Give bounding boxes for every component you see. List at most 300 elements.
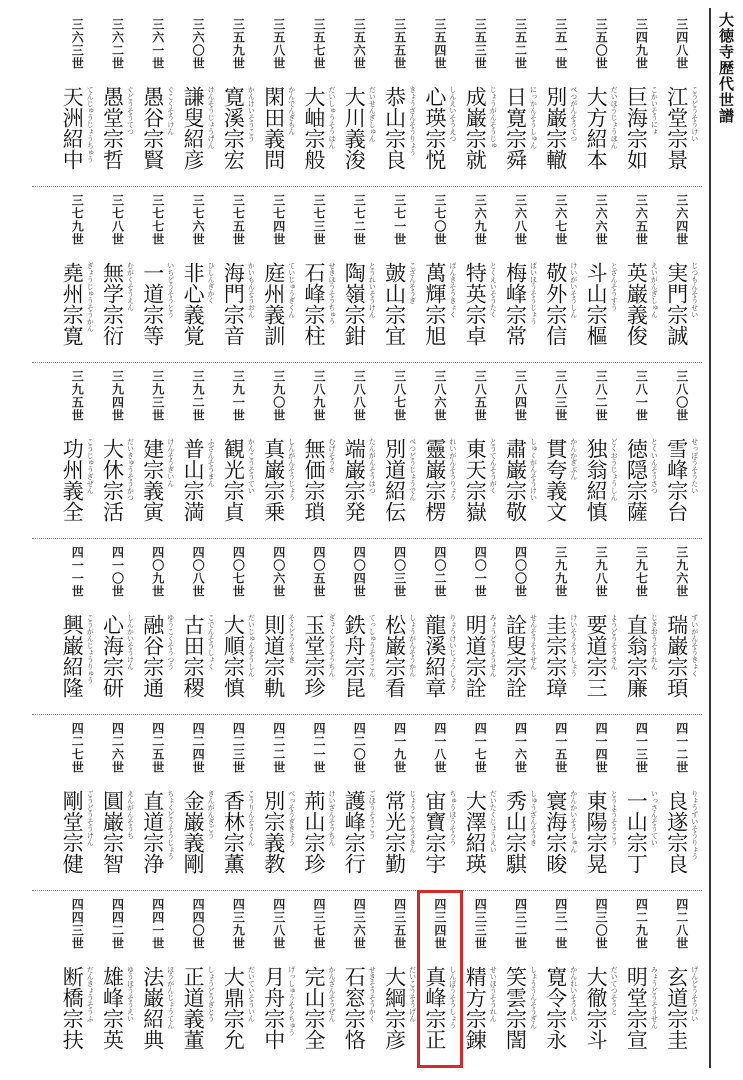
monk-name: 別道紹伝 (382, 438, 407, 522)
name-reading: しんぽうそうしょう (448, 966, 457, 1029)
monk-name: 庭州義訓 (261, 262, 286, 346)
monk-name: 閑田義問 (261, 86, 286, 170)
name-reading: ほうがんじょうてん (166, 966, 175, 1029)
lineage-entry (178, 716, 218, 892)
lineage-entry (299, 716, 339, 892)
monk-name: 常光宗勤 (382, 790, 407, 874)
generation-number: 四〇五世 (312, 546, 326, 598)
lineage-entry (138, 716, 178, 892)
lineage-entry (339, 540, 379, 716)
lineage-entry (57, 12, 97, 188)
monk-name: 直道宗浄 (140, 790, 165, 874)
lineage-entry (501, 364, 541, 540)
name-reading: だいきゅうそうかつ (126, 438, 135, 501)
name-reading: こかいそうにょ (650, 86, 659, 135)
generation-number: 三七一世 (392, 194, 407, 246)
name-reading: ぐこくそうけん (166, 86, 175, 135)
lineage-entry (662, 892, 702, 1068)
lineage-entry (460, 188, 500, 364)
generation-number: 四二四世 (191, 722, 206, 774)
monk-name: 梅峰宗常 (503, 262, 528, 346)
monk-name: 大岫宗般 (302, 86, 326, 170)
monk-name: 別宗義教 (261, 790, 286, 874)
monk-name: 特英宗卓 (463, 262, 488, 346)
generation-number: 四二三世 (231, 722, 246, 774)
lineage-entry (138, 188, 178, 364)
generation-number: 四三一世 (553, 898, 568, 950)
lineage-entry (380, 892, 420, 1068)
monk-name: 心海宗研 (100, 614, 125, 698)
name-reading: にっかんそうしゅん (529, 86, 538, 149)
generation-number: 三八七世 (392, 370, 407, 422)
monk-name: 巨海宗如 (624, 86, 649, 170)
generation-number: 三四九世 (634, 18, 649, 70)
name-reading: ずいがんそうきょく (690, 614, 699, 677)
generation-number: 三七四世 (271, 194, 286, 246)
title-bar (703, 0, 743, 1080)
lineage-entry (138, 540, 178, 716)
name-reading: れいがんそうりょう (448, 438, 457, 501)
lineage-entry (541, 716, 581, 892)
monk-name: 龍溪紹章 (422, 614, 447, 698)
generation-number: 三五五世 (392, 18, 407, 70)
name-reading: ばいほうそうじょう (529, 262, 538, 325)
name-reading: げんどうそうけい (690, 966, 699, 1022)
generation-number: 四二一世 (312, 722, 326, 774)
lineage-entry (621, 12, 661, 188)
generation-number: 四一三世 (634, 722, 649, 774)
row-separator (32, 714, 702, 715)
lineage-entry (541, 540, 581, 716)
lineage-entry (259, 540, 299, 716)
generation-number: 三五一世 (553, 18, 568, 70)
name-reading: だいこうそうげん (408, 966, 417, 1022)
name-reading: きょうざんそうりょう (408, 86, 417, 156)
monk-name: 精方宗錬 (463, 966, 488, 1050)
name-reading: えいがんぎしゅん (650, 262, 659, 318)
generation-number: 三八三世 (553, 370, 568, 422)
lineage-entry (662, 540, 702, 716)
name-reading: しんかいそうけん (126, 614, 135, 670)
generation-number: 四四二世 (110, 898, 125, 950)
generation-number: 三九三世 (150, 370, 165, 422)
monk-name: 普山宗満 (181, 438, 206, 522)
monk-name: 玄道宗圭 (664, 966, 689, 1050)
name-reading: だんきょうそうふ (86, 966, 95, 1022)
generation-number: 四〇九世 (150, 546, 165, 598)
name-reading: りょうずいそうりょう (690, 790, 699, 860)
generation-number: 四三四世 (432, 898, 447, 950)
lineage-entry (460, 12, 500, 188)
row-separator (32, 890, 702, 891)
lineage-entry (460, 540, 500, 716)
generation-number: 四三七世 (312, 898, 326, 950)
lineage-entry (218, 364, 258, 540)
generation-number: 三七二世 (352, 194, 367, 246)
generation-number: 三九四世 (110, 370, 125, 422)
generation-number: 三六一世 (150, 18, 165, 70)
name-reading: けんそうじょうげん (207, 86, 216, 149)
lineage-entry (581, 892, 621, 1068)
generation-number: 三五四世 (432, 18, 447, 70)
name-reading: せんそうそうせん (529, 614, 538, 670)
name-reading: ていじゅうぎくん (287, 262, 296, 318)
generation-number: 四二八世 (674, 898, 689, 950)
lineage-entry (98, 364, 138, 540)
generation-number: 三七九世 (70, 194, 85, 246)
lineage-entry (339, 12, 379, 188)
monk-name: 非心義覚 (181, 262, 206, 346)
name-reading: とうようそうこう (610, 790, 619, 846)
lineage-row (32, 716, 702, 892)
monk-name: 靈巌宗楞 (422, 438, 447, 522)
name-reading: だいじゅんそうしん (247, 614, 256, 677)
monk-name: 寰海宗晙 (543, 790, 568, 874)
monk-name: 別巌宗轍 (543, 86, 568, 170)
monk-name: 功州義全 (60, 438, 85, 522)
monk-name: 独翁紹慎 (584, 438, 609, 522)
generation-number: 三四八世 (674, 18, 689, 70)
monk-name: 徳隠宗薩 (624, 438, 649, 522)
monk-name: 愚谷宗賢 (140, 86, 165, 170)
generation-number: 四四三世 (70, 898, 85, 950)
generation-number: 四三〇世 (594, 898, 609, 950)
generation-number: 三九六世 (674, 546, 689, 598)
name-reading: しゅうざんそうき (529, 790, 538, 846)
name-reading: そくどうそうき (287, 614, 296, 663)
name-reading: べっそうぎきょう (287, 790, 296, 846)
name-reading: いっさんそうてい (650, 790, 659, 846)
lineage-entry (218, 540, 258, 716)
generation-number: 四三二世 (513, 898, 528, 950)
name-reading: ぐどうそうてつ (126, 86, 135, 135)
monk-name: 月舟宗中 (261, 966, 286, 1050)
name-reading: てっしゅうそうこん (368, 614, 377, 677)
name-reading: けんそうぎいん (166, 438, 175, 487)
name-reading: たんがんそうはつ (368, 438, 377, 494)
name-reading: とくいんそうさつ (650, 438, 659, 494)
lineage-row (32, 364, 702, 540)
lineage-entry (581, 188, 621, 364)
generation-number: 三七〇世 (432, 194, 447, 246)
name-reading: けいそうそうしょう (569, 614, 578, 677)
generation-number: 三八四世 (513, 370, 528, 422)
lineage-entry (541, 364, 581, 540)
generation-number: 三九九世 (553, 546, 568, 598)
lineage-entry (420, 12, 460, 188)
name-reading: かんかぎぶん (569, 438, 578, 480)
name-reading: せっぽうそうたい (690, 438, 699, 494)
generation-number: 三八六世 (432, 370, 447, 422)
monk-name: 端巌宗発 (342, 438, 367, 522)
generation-number: 三七五世 (231, 194, 246, 246)
lineage-entry (541, 188, 581, 364)
generation-number: 三九七世 (634, 546, 649, 598)
lineage-entry (621, 364, 661, 540)
lineage-entry (460, 892, 500, 1068)
monk-name: 建宗義寅 (140, 438, 165, 522)
name-reading: ぎょくどうそうちん (328, 614, 336, 677)
monk-name: 圭宗宗璋 (543, 614, 568, 698)
lineage-entry (581, 12, 621, 188)
lineage-row (32, 540, 702, 716)
monk-name: 皷山宗宜 (382, 262, 407, 346)
monk-name: 寛令宗永 (543, 966, 568, 1050)
monk-name: 直翁宗廉 (624, 614, 649, 698)
generation-number: 三五六世 (352, 18, 367, 70)
generation-number: 四二六世 (110, 722, 125, 774)
monk-name: 大綱宗彦 (382, 966, 407, 1050)
lineage-entry (98, 188, 138, 364)
generation-number: 四〇〇世 (513, 546, 528, 598)
generation-number: 四三五世 (392, 898, 407, 950)
monk-name: 法巌紹典 (140, 966, 165, 1050)
lineage-entry (98, 716, 138, 892)
monk-name: 明道宗詮 (463, 614, 488, 698)
lineage-entry (420, 540, 460, 716)
name-reading: こうがんじょうりゅう (86, 614, 95, 684)
name-reading: とうてんそうがく (489, 438, 498, 494)
name-reading: ちゅうほうそうう (448, 790, 457, 846)
generation-number: 四〇四世 (352, 546, 367, 598)
name-reading: えんがんそうち (126, 790, 135, 839)
generation-number: 三六七世 (553, 194, 568, 246)
generation-number: 四二二世 (271, 722, 286, 774)
monk-name: 心瑛宗悦 (422, 86, 447, 170)
generation-number: 三六六世 (594, 194, 609, 246)
generation-number: 三八八世 (352, 370, 367, 422)
lineage-entry (98, 892, 138, 1068)
monk-name: 貫夸義文 (543, 438, 568, 522)
generation-number: 三七七世 (150, 194, 165, 246)
lineage-row (32, 892, 702, 1068)
generation-number: 三五八世 (271, 18, 286, 70)
row-separator (32, 186, 702, 187)
lineage-entry (57, 540, 97, 716)
name-reading: みょうどうそうせん (489, 614, 498, 677)
monk-name: 鉄舟宗昆 (342, 614, 367, 698)
monk-name: 良遂宗良 (664, 790, 689, 874)
monk-name: 斗山宗樞 (584, 262, 609, 346)
name-reading: ゆうこくそうつう (166, 614, 175, 670)
name-reading: かんざんそうぜん (328, 966, 336, 1022)
lineage-entry (621, 892, 661, 1068)
monk-name: 松巌宗看 (382, 614, 407, 698)
monk-name: 観光宗貞 (221, 438, 246, 522)
lineage-entry (380, 188, 420, 364)
lineage-entry (581, 364, 621, 540)
name-reading: いちどうそうとう (166, 262, 175, 318)
row-separator (32, 538, 702, 539)
generation-number: 三九〇世 (271, 370, 286, 422)
lineage-entry (501, 188, 541, 364)
monk-name: 大川義浚 (342, 86, 367, 170)
lineage-entry (299, 540, 339, 716)
generation-number: 四一六世 (513, 722, 528, 774)
name-reading: ふざんそうまん (207, 438, 216, 487)
lineage-entry (259, 188, 299, 364)
generation-number: 三九八世 (594, 546, 609, 598)
lineage-entry (662, 364, 702, 540)
generation-number: 三八九世 (312, 370, 326, 422)
generation-number: 三九五世 (70, 370, 85, 422)
generation-number: 三八〇世 (674, 370, 689, 422)
lineage-entry (178, 12, 218, 188)
generation-number: 三六八世 (513, 194, 528, 246)
lineage-entry (339, 716, 379, 892)
monk-name: 無価宗瑣 (302, 438, 326, 522)
monk-name: 真峰宗正 (422, 966, 447, 1050)
name-reading: りょうけいじょうしょう (448, 614, 457, 691)
lineage-entry (138, 892, 178, 1068)
monk-name: 肅巌宗敬 (503, 438, 528, 522)
lineage-entry (259, 892, 299, 1068)
generation-number: 三七六世 (191, 194, 206, 246)
monk-name: 大方紹本 (584, 86, 609, 170)
monk-name: 秀山宗騏 (503, 790, 528, 874)
lineage-entry (621, 188, 661, 364)
monk-name: 大徹宗斗 (584, 966, 609, 1050)
monk-name: 実門宗誠 (664, 262, 689, 346)
lineage-entry (57, 892, 97, 1068)
name-reading: こうじゅうぎぜん (86, 438, 95, 494)
generation-number: 四三九世 (231, 898, 246, 950)
monk-name: 大休宗活 (100, 438, 125, 522)
monk-name: 石峰宗柱 (302, 262, 326, 346)
monk-name: 真巌宗乗 (261, 438, 286, 522)
monk-name: 則道宗軌 (261, 614, 286, 698)
name-reading: げっしゅうそうちゅう (287, 966, 296, 1036)
lineage-entry (259, 12, 299, 188)
name-reading: じょうこうそうきん (408, 790, 417, 853)
generation-number: 三五七世 (312, 18, 326, 70)
name-reading: かんれいそうえい (569, 966, 578, 1022)
generation-number: 四一二世 (674, 722, 689, 774)
monk-name: 雄峰宗英 (100, 966, 125, 1050)
generation-number: 三六五世 (634, 194, 649, 246)
monk-name: 瑞巌宗頊 (664, 614, 689, 698)
name-reading: かんかいそうしゅん (569, 790, 578, 853)
generation-number: 四〇七世 (231, 546, 246, 598)
generation-number: 四〇八世 (191, 546, 206, 598)
lineage-entry (501, 716, 541, 892)
monk-name: 愚堂宗哲 (100, 86, 125, 170)
monk-name: 一道宗等 (140, 262, 165, 346)
generation-number: 三五二世 (513, 18, 528, 70)
lineage-entry (380, 716, 420, 892)
name-reading: ごほうそうこう (368, 790, 377, 839)
lineage-entry (178, 540, 218, 716)
lineage-entry (460, 364, 500, 540)
monk-name: 堯州宗寛 (60, 262, 85, 346)
name-reading: とくえいそうたく (489, 262, 498, 318)
monk-name: 古田宗稷 (181, 614, 206, 698)
name-reading: むげそうさ (328, 438, 336, 473)
monk-name: 謙叟紹彦 (181, 86, 206, 170)
generation-number: 四四〇世 (191, 898, 206, 950)
monk-name: 剛堂宗健 (60, 790, 85, 874)
generation-number: 三八五世 (473, 370, 488, 422)
lineage-entry (581, 540, 621, 716)
name-reading: かんでんぎもん (287, 86, 296, 135)
name-reading: かいもんそうおん (247, 262, 256, 318)
monk-name: 玉堂宗珍 (302, 614, 326, 698)
name-reading: かんけいそうこう (247, 86, 256, 142)
lineage-entry (299, 188, 339, 364)
lineage-entry (662, 188, 702, 364)
name-reading: かんこうそうてい (247, 438, 256, 494)
monk-name: 金巌義剛 (181, 790, 206, 874)
generation-number: 四一〇世 (110, 546, 125, 598)
name-reading: ゆうほうそうえい (126, 966, 135, 1022)
generation-number: 四二〇世 (352, 722, 367, 774)
lineage-entry (57, 188, 97, 364)
lineage-entry (138, 12, 178, 188)
title-rule (709, 8, 711, 1068)
name-reading: しゅくがんそうけい (529, 438, 538, 501)
lineage-entry (218, 188, 258, 364)
lineage-entry (420, 716, 460, 892)
name-reading: せきほうそうちゅう (328, 262, 336, 325)
name-reading: こざんそうぎ (408, 262, 417, 304)
name-reading: むがくそうえん (126, 262, 135, 311)
lineage-entry (501, 892, 541, 1068)
generation-number: 四一七世 (473, 722, 488, 774)
generation-number: 四〇六世 (271, 546, 286, 598)
lineage-grid (32, 12, 702, 1070)
name-reading: ひしんぎかく (207, 262, 216, 304)
name-reading: だいていそういん (247, 966, 256, 1022)
lineage-entry (380, 540, 420, 716)
monk-name: 香林宗薫 (221, 790, 246, 874)
lineage-entry (380, 12, 420, 188)
lineage-entry (420, 188, 460, 364)
monk-name: 東陽宗晃 (584, 790, 609, 874)
lineage-entry (662, 716, 702, 892)
name-reading: せいほうそうれん (489, 966, 498, 1022)
generation-number: 三八二世 (594, 370, 609, 422)
generation-number: 三七三世 (312, 194, 326, 246)
lineage-entry (339, 188, 379, 364)
monk-name: 寛溪宗宏 (221, 86, 246, 170)
row-separator (32, 362, 702, 363)
lineage-entry (98, 12, 138, 188)
monk-name: 大鼎宗允 (221, 966, 246, 1050)
generation-number: 三五九世 (231, 18, 246, 70)
lineage-entry (581, 716, 621, 892)
generation-number: 三九一世 (231, 370, 246, 422)
monk-name: 荊山宗珍 (302, 790, 326, 874)
name-reading: けいがいそうしん (569, 262, 578, 318)
name-reading: ようどうそうさん (610, 614, 619, 670)
lineage-entry (218, 12, 258, 188)
name-reading: せきそうそうかく (368, 966, 377, 1022)
lineage-entry (501, 540, 541, 716)
lineage-entry (380, 364, 420, 540)
generation-number: 三七八世 (110, 194, 125, 246)
generation-number: 四〇二世 (432, 546, 447, 598)
name-reading: しんえいそうえつ (448, 86, 457, 142)
name-reading: べつどうじょうでん (408, 438, 417, 501)
generation-number: 四一八世 (432, 722, 447, 774)
monk-name: 無学宗衍 (100, 262, 125, 346)
generation-number: 四一四世 (594, 722, 609, 774)
name-reading: とうれいそうけん (368, 262, 377, 318)
name-reading: ちょくどうそうじょう (166, 790, 175, 860)
lineage-entry (501, 12, 541, 188)
lineage-entry (178, 188, 218, 364)
generation-number: 四一一世 (70, 546, 85, 598)
